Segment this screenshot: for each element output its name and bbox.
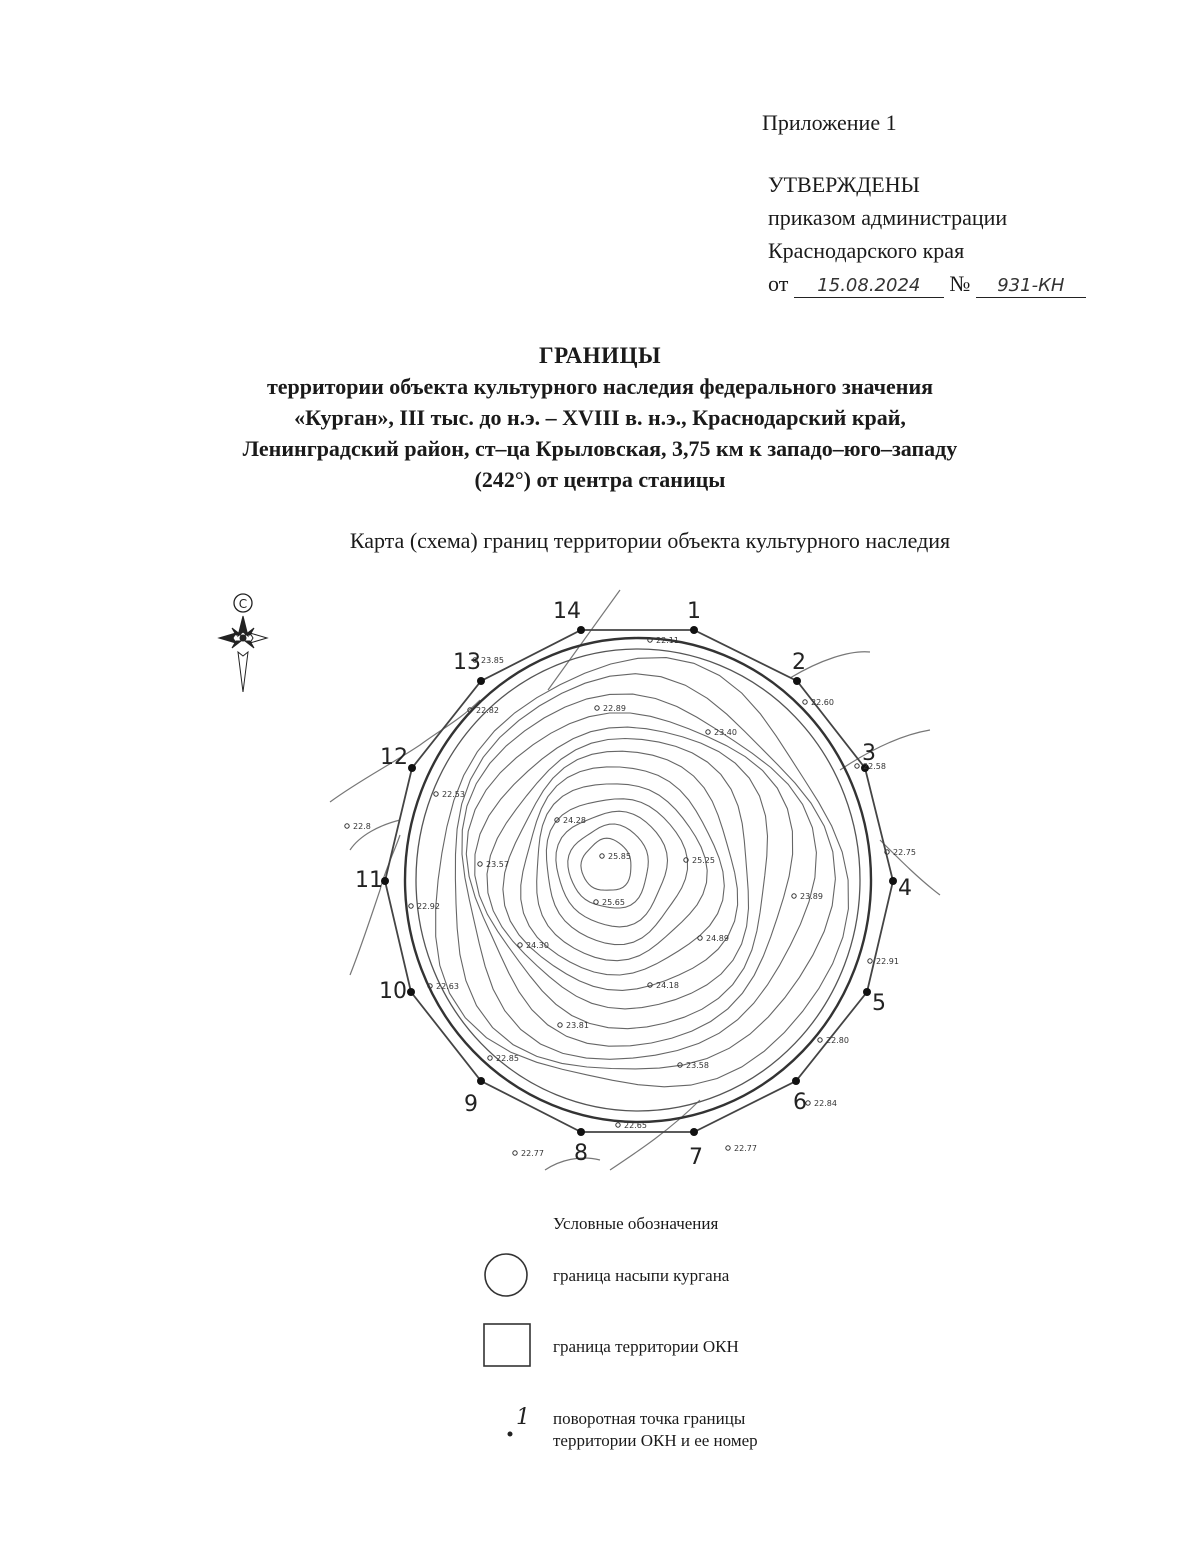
order-date-value: 15.08.2024 <box>794 275 944 298</box>
turning-point-marker <box>863 988 871 996</box>
elevation-dot <box>595 706 599 710</box>
elevation-label: 22.8 <box>353 822 371 831</box>
turning-point-marker <box>408 764 416 772</box>
contour-line <box>462 694 816 1059</box>
elevation-label: 22.85 <box>496 1054 519 1063</box>
elevation-label: 24.18 <box>656 981 679 990</box>
order-number-value: 931-КН <box>976 275 1086 298</box>
elevation-dot <box>345 824 349 828</box>
elevation-label: 25.25 <box>692 856 715 865</box>
legend-mound-label: граница насыпи кургана <box>553 1266 730 1285</box>
elevation-label: 22.63 <box>436 982 459 991</box>
turning-point-marker <box>477 1077 485 1085</box>
legend-territory-label: граница территории ОКН <box>553 1337 739 1356</box>
turning-point-label: 2 <box>792 650 806 675</box>
elevation-label: 22.80 <box>826 1036 849 1045</box>
boundary-map <box>0 580 1200 1200</box>
elevation-label: 23.89 <box>800 892 823 901</box>
elevation-label: 22.75 <box>893 848 916 857</box>
elevation-dot <box>513 1151 517 1155</box>
title-line-3: Ленинградский район, ст–ца Крыловская, 3,75 км к западо–юго–западу <box>242 436 958 461</box>
mound-outer-ring <box>405 638 871 1122</box>
order-label: приказом администрации <box>768 205 1008 230</box>
contour-line <box>436 658 849 1087</box>
turning-point-label: 3 <box>862 741 876 766</box>
elevation-label: 25.65 <box>602 898 625 907</box>
turning-point-marker <box>577 626 585 634</box>
contour-line <box>581 838 631 890</box>
elevation-label: 22.58 <box>863 762 886 771</box>
legend-point-label <box>553 1408 758 1452</box>
turning-point-marker <box>690 626 698 634</box>
turning-point-sample-number: 1 <box>516 1405 530 1430</box>
turning-point-label: 4 <box>898 876 912 901</box>
elevation-label: 23.85 <box>481 656 504 665</box>
elevation-label: 22.91 <box>876 957 899 966</box>
turning-point-symbol-icon <box>508 1405 531 1437</box>
contour-line <box>521 767 725 975</box>
elevation-label: 22.65 <box>624 1121 647 1130</box>
elevation-label: 24.30 <box>526 941 549 950</box>
elevation-dot <box>409 904 413 908</box>
north-arrow-icon <box>219 594 267 692</box>
turning-point-marker <box>477 677 485 685</box>
turning-point-label: 8 <box>574 1141 588 1166</box>
turning-point-label: 13 <box>453 650 481 675</box>
contour-line <box>568 824 649 908</box>
elevation-label: 22.82 <box>476 706 499 715</box>
territory-symbol-icon <box>484 1324 530 1366</box>
elevation-label: 23.57 <box>486 860 509 869</box>
elevation-label: 22.92 <box>417 902 440 911</box>
elevation-dot <box>488 1056 492 1060</box>
elevation-label: 22.11 <box>656 636 679 645</box>
elevation-dot <box>616 1123 620 1127</box>
legend-point-label-line-2: территории ОКН и ее номер <box>553 1431 758 1450</box>
elevation-dot <box>600 854 604 858</box>
svg-text:C: C <box>238 597 248 611</box>
elevation-dot <box>868 959 872 963</box>
map-subtitle: Карта (схема) границ территории объекта культурного наследия <box>349 528 951 553</box>
elevation-dot <box>558 1023 562 1027</box>
turning-point-marker <box>690 1128 698 1136</box>
elevation-dot <box>726 1146 730 1150</box>
legend-point-label-line-1: поворотная точка границы <box>553 1409 746 1428</box>
contour-line <box>455 674 835 1069</box>
document-title <box>150 340 1050 495</box>
appendix-label: Приложение 1 <box>762 110 897 135</box>
elevation-label: 23.40 <box>714 728 737 737</box>
elevation-marks <box>345 636 916 1158</box>
turning-point-marker <box>407 988 415 996</box>
contour-line <box>503 751 738 990</box>
contour-lines <box>436 658 849 1087</box>
order-date-line <box>768 267 1086 300</box>
title-heading: ГРАНИЦЫ <box>538 343 662 368</box>
contour-line <box>556 811 668 927</box>
elevation-label: 23.58 <box>686 1061 709 1070</box>
title-line-4: (242°) от центра станицы <box>474 467 726 492</box>
turning-point-label: 10 <box>379 979 407 1004</box>
mound-inner-ring <box>416 649 860 1111</box>
elevation-dot <box>434 792 438 796</box>
elevation-label: 24.28 <box>563 816 586 825</box>
elevation-label: 22.84 <box>814 1099 837 1108</box>
turning-point-marker <box>793 677 801 685</box>
elevation-dot <box>518 943 522 947</box>
title-line-1: территории объекта культурного наследия федерального значения <box>266 374 934 399</box>
turning-point-label: 7 <box>689 1145 703 1170</box>
region-label: Краснодарского края <box>768 238 965 263</box>
elevation-dot <box>706 730 710 734</box>
elevation-dot <box>698 936 702 940</box>
contour-line <box>537 784 708 961</box>
turning-point-marker <box>577 1128 585 1136</box>
turning-point-label: 6 <box>793 1090 807 1115</box>
approved-label: УТВЕРЖДЕНЫ <box>768 172 920 197</box>
elevation-dot <box>855 764 859 768</box>
elevation-dot <box>818 1038 822 1042</box>
mound-boundary <box>405 638 871 1122</box>
turning-point-label: 9 <box>464 1092 478 1117</box>
elevation-label: 22.53 <box>442 790 465 799</box>
turning-point-label: 5 <box>872 991 886 1016</box>
turning-point-marker <box>792 1077 800 1085</box>
date-prefix: от <box>768 271 789 296</box>
elevation-label: 24.89 <box>706 934 729 943</box>
elevation-label: 22.89 <box>603 704 626 713</box>
turning-point-label: 14 <box>553 599 581 624</box>
elevation-dot <box>792 894 796 898</box>
legend-title: Условные обозначения <box>553 1214 719 1233</box>
elevation-dot <box>478 862 482 866</box>
elevation-label: 22.77 <box>734 1144 757 1153</box>
turning-point-label: 12 <box>380 745 408 770</box>
number-prefix: № <box>949 271 971 296</box>
elevation-label: 22.60 <box>811 698 834 707</box>
elevation-dot <box>594 900 598 904</box>
contour-line <box>487 739 749 1009</box>
elevation-label: 25.85 <box>608 852 631 861</box>
elevation-label: 22.77 <box>521 1149 544 1158</box>
elevation-dot <box>803 700 807 704</box>
title-line-2: «Курган», III тыс. до н.э. – XVIII в. н.э., Краснодарский край, <box>294 405 906 430</box>
elevation-label: 23.81 <box>566 1021 589 1030</box>
turning-point-label: 1 <box>687 599 701 624</box>
mound-symbol-icon <box>485 1254 527 1296</box>
approval-block <box>768 168 1086 300</box>
turning-point-marker <box>889 877 897 885</box>
turning-point-label: 11 <box>355 868 383 893</box>
